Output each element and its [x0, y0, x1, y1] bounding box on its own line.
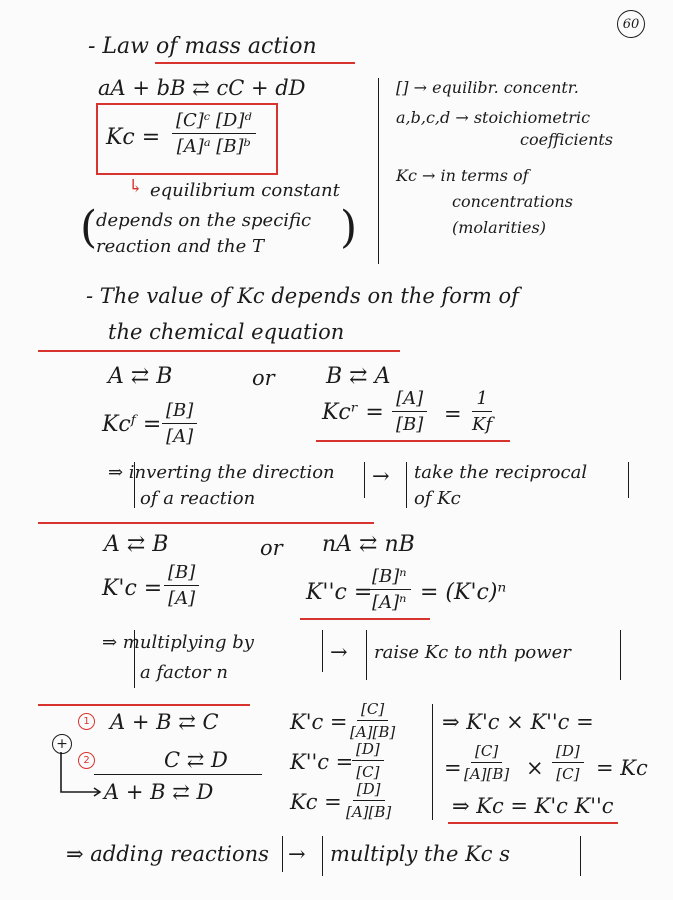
kr-equals: =: [444, 402, 462, 426]
multiplying-arrow: →: [330, 640, 348, 664]
rxn-single: A ⇄ B: [104, 532, 169, 557]
rxn-reverse: B ⇄ A: [326, 364, 391, 389]
k1-step-lhs: K'c =: [290, 710, 348, 734]
kr-reciprocal-fraction: $\frac{1}{Kf}$: [472, 388, 493, 435]
adding-rule: ⇒ adding reactions: [66, 842, 269, 866]
reaction-overall: A + B ⇄ D: [104, 780, 214, 804]
derivation-fraction-1: $\frac{[C]}{[A][B]}$: [464, 742, 510, 783]
depends-paren-close: ): [340, 202, 358, 253]
rxn-forward: A ⇄ B: [108, 364, 173, 389]
or-label-1: or: [252, 366, 275, 390]
form-dependence-line1: - The value of Kc depends on the form of: [86, 284, 519, 308]
general-reaction: aA + bB ⇄ cC + dD: [98, 76, 306, 100]
k3-step-fraction: $\frac{[D]}{[A][B]}$: [346, 780, 392, 821]
derivation-equals: =: [444, 756, 462, 780]
kc-lhs: Kc =: [106, 125, 161, 150]
k2-rhs: = (K'c)ⁿ: [420, 580, 507, 605]
k1-lhs: K'c =: [102, 576, 163, 601]
derivation-line1: ⇒ K'c × K''c =: [442, 710, 594, 734]
reciprocal-rule-line1: take the reciprocal: [414, 462, 588, 483]
legend-kc-line1: Kc → in terms of: [396, 166, 529, 185]
or-label-2: or: [260, 536, 283, 560]
reaction-step-2: C ⇄ D: [164, 748, 228, 772]
step-2-marker: 2: [78, 752, 95, 769]
eq-constant-label: equilibrium constant: [150, 180, 340, 201]
kc-denominator: [A]ᵃ [B]ᵇ: [176, 136, 251, 157]
legend-brackets: [] → equilibr. concentr.: [396, 78, 579, 97]
inverting-rule-line1: ⇒ inverting the direction: [108, 462, 335, 483]
step-1-marker: 1: [78, 713, 95, 730]
legend-coeff-line2: coefficients: [520, 130, 614, 149]
derivation-rhs: = Kc: [596, 756, 648, 780]
multiplying-rule-line2: a factor n: [140, 662, 228, 683]
k2-step-lhs: K''c =: [290, 750, 354, 774]
legend-kc-line3: (molarities): [452, 218, 546, 237]
raise-rule: raise Kc to nth power: [374, 642, 571, 663]
depends-line2: reaction and the T: [96, 236, 264, 257]
kr-lhs: Kcʳ =: [322, 400, 384, 425]
k2-lhs: K''c =: [306, 580, 373, 605]
legend-coeff-line1: a,b,c,d → stoichiometric: [396, 108, 591, 127]
derivation-times: ×: [526, 756, 544, 780]
sum-marker: +: [52, 734, 72, 754]
k1-fraction: $\frac{[B]}{[A]}$: [164, 562, 199, 609]
k2-fraction: $\frac{\text{[B]ⁿ}}{\text{[A]ⁿ}}$: [368, 566, 411, 613]
k3-step-lhs: Kc =: [290, 790, 342, 814]
k2-step-fraction: $\frac{[D]}{[C]}$: [352, 740, 384, 781]
reaction-step-1: A + B ⇄ C: [110, 710, 219, 734]
depends-paren-open: (: [80, 202, 98, 253]
multiplying-rule-line1: ⇒ multiplying by: [102, 632, 254, 653]
depends-line1: depends on the specific: [96, 210, 312, 231]
inverting-rule-line2: of a reaction: [140, 488, 256, 509]
multiply-rule: multiply the Kc s: [330, 842, 510, 866]
kf-lhs: Kcᶠ =: [102, 412, 162, 437]
reciprocal-rule-line2: of Kc: [414, 488, 461, 509]
rxn-scaled: nA ⇄ nB: [322, 532, 415, 557]
kf-fraction: $\frac{[B]}{[A]}$: [162, 400, 197, 447]
form-dependence-line2: the chemical equation: [108, 320, 345, 344]
kc-definition-arrow: ↳: [128, 176, 144, 197]
inverting-arrow: →: [372, 464, 390, 488]
k1-step-fraction: $\frac{[C]}{[A][B]}$: [350, 700, 396, 741]
kc-numerator: [C]ᶜ [D]ᵈ: [172, 110, 256, 134]
adding-arrow: →: [288, 842, 306, 866]
page-number: 60: [617, 10, 645, 38]
legend-kc-line2: concentrations: [452, 192, 573, 211]
heading-law-of-mass-action: - Law of mass action: [88, 34, 317, 59]
kr-fraction: $\frac{[A]}{[B]}$: [392, 388, 427, 435]
derivation-fraction-2: $\frac{[D]}{[C]}$: [552, 742, 584, 783]
derivation-result: ⇒ Kc = K'c K''c: [452, 794, 614, 818]
